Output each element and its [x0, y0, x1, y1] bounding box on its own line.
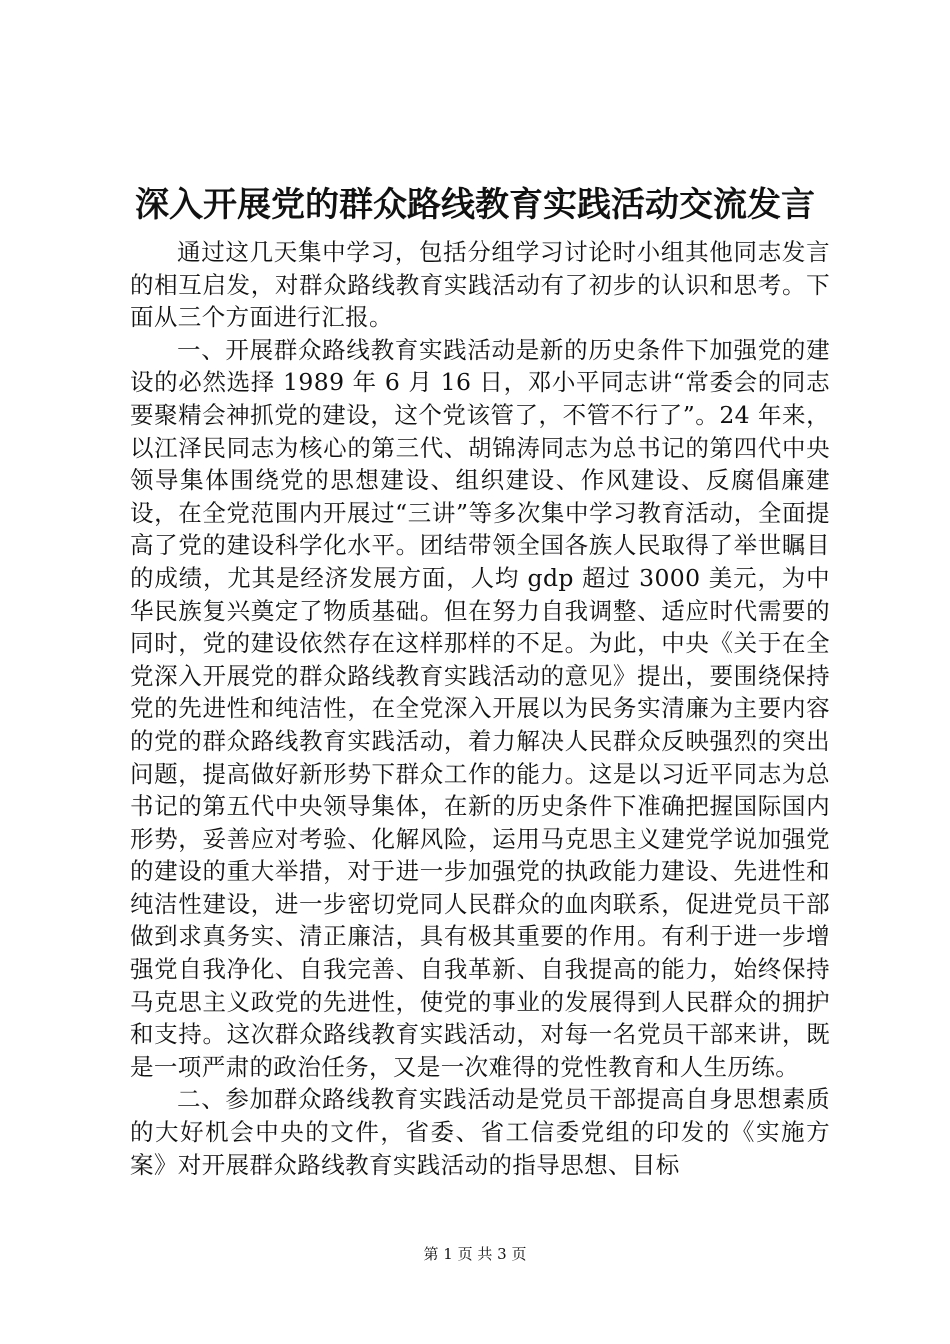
document-body — [130, 236, 830, 1181]
page-footer: 第 1 页 共 3 页 — [423, 1245, 527, 1263]
paragraph-intro: 通过这几天集中学习，包括分组学习讨论时小组其他同志发言的相互启发，对群众路线教育实践活动有了初步的认识和思考。下面从三个方面进行汇报。 — [130, 238, 830, 332]
document-title: 深入开展党的群众路线教育实践活动交流发言 — [135, 185, 815, 225]
paragraph-section-one: 一、开展群众路线教育实践活动是新的历史条件下加强党的建设的必然选择 1989 年 6 月 16 日，邓小平同志讲“常委会的同志要聚精会神抓党的建设，这个党该管了，不管不行了”。24 年来，以江泽民同志为核心的第三代、胡锦涛同志为总书记的第四代中央领导集体围绕党的思想建设、组织建设、作风建设、反腐倡廉建设，在全党范围内开展过“三讲”等多次集中学习教育活动，全面提高了党的建设科学化水平。团结带领全国各族人民取得了举世瞩目的成绩，尤其是经济发展方面，人均 gdp 超过 3000 美元，为中华民族复兴奠定了物质基础。但在努力自我调整、适应时代需要的同时，党的建设依然存在这样那样的不足。为此，中央《关于在全党深入开展党的群众路线教育实践活动的意见》提出，要围绕保持党的先进性和纯洁性，在全党深入开展以为民务实清廉为主要内容的党的群众路线教育实践活动，着力解决人民群众反映强烈的突出问题，提高做好新形势下群众工作的能力。这是以习近平同志为总书记的第五代中央领导集体，在新的历史条件下准确把握国际国内形势，妥善应对考验、化解风险，运用马克思主义建党学说加强党的建设的重大举措，对于进一步加强党的执政能力建设、先进性和纯洁性建设，进一步密切党同人民群众的血肉联系，促进党员干部做到求真务实、清正廉洁，具有极其重要的作用。有利于进一步增强党自我净化、自我完善、自我革新、自我提高的能力，始终保持马克思主义政党的先进性，使党的事业的发展得到人民群众的拥护和支持。这次群众路线教育实践活动，对每一名党员干部来讲，既是一项严肃的政治任务，又是一次难得的党性教育和人生历练。 — [130, 335, 830, 1081]
paragraph-section-two: 二、参加群众路线教育实践活动是党员干部提高自身思想素质的大好机会中央的文件，省委、省工信委党组的印发的《实施方案》对开展群众路线教育实践活动的指导思想、目标 — [130, 1085, 830, 1179]
